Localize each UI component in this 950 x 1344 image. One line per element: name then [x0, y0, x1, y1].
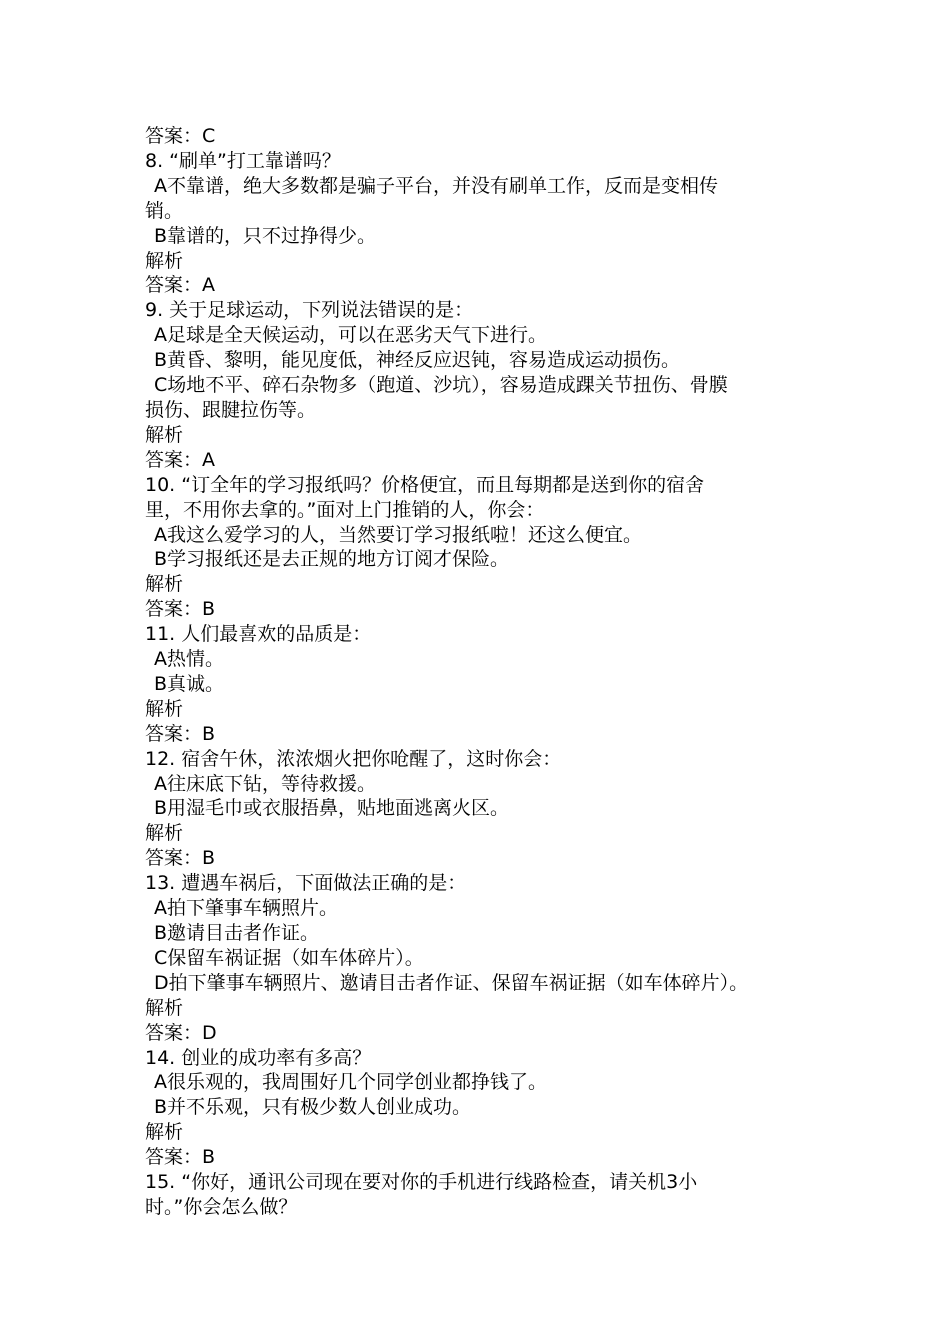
- question-line: 12. 宿舍午休，浓浓烟火把你呛醒了，这时你会：: [145, 747, 562, 770]
- answer-line: 答案：A: [145, 448, 215, 471]
- continuation-line: 销。: [145, 199, 184, 222]
- option-line: A拍下肇事车辆照片。: [154, 897, 338, 920]
- option-line: D拍下肇事车辆照片、邀请目击者作证、保留车祸证据（如车体碎片）。: [154, 971, 749, 994]
- continuation-line: 里，不用你去拿的。”面对上门推销的人，你会：: [145, 498, 545, 521]
- option-line: B学习报纸还是去正规的地方订阅才保险。: [154, 548, 510, 571]
- question-line: 13. 遭遇车祸后，下面做法正确的是：: [145, 872, 467, 895]
- analysis-label: 解析: [145, 1121, 184, 1144]
- option-line: C保留车祸证据（如车体碎片）。: [154, 946, 424, 969]
- analysis-label: 解析: [145, 573, 184, 596]
- analysis-label: 解析: [145, 697, 184, 720]
- option-line: B邀请目击者作证。: [154, 922, 320, 944]
- option-line: A热情。: [154, 648, 224, 671]
- answer-line: 答案：B: [145, 847, 216, 870]
- option-line: B并不乐观，只有极少数人创业成功。: [154, 1096, 472, 1119]
- option-line: B黄昏、黎明，能见度低，神经反应迟钝，容易造成运动损伤。: [154, 349, 681, 372]
- option-line: A我这么爱学习的人，当然要订学习报纸啦！还这么便宜。: [154, 523, 642, 546]
- question-line: 11. 人们最喜欢的品质是：: [145, 623, 372, 646]
- analysis-label: 解析: [145, 249, 184, 272]
- document-page: [145, 124, 835, 1220]
- question-line: 9. 关于足球运动，下列说法错误的是：: [145, 299, 474, 322]
- answer-line: 答案：B: [145, 598, 216, 621]
- option-line: A往床底下钻，等待救援。: [154, 772, 376, 795]
- question-line: 8. “刷单”打工靠谱吗？: [145, 149, 341, 172]
- option-line: B用湿毛巾或衣服捂鼻，贴地面逃离火区。: [154, 797, 510, 820]
- continuation-line: 损伤、跟腱拉伤等。: [145, 398, 317, 421]
- answer-line: 答案：B: [145, 1146, 216, 1169]
- option-line: C场地不平、碎石杂物多（跑道、沙坑），容易造成踝关节扭伤、骨膜: [154, 374, 728, 397]
- question-line: 10. “订全年的学习报纸吗？价格便宜，而且每期都是送到你的宿舍: [145, 473, 705, 496]
- option-line: A很乐观的，我周围好几个同学创业都挣钱了。: [154, 1071, 547, 1094]
- answer-line: 答案：A: [145, 274, 215, 297]
- answer-line: 答案：D: [145, 1021, 217, 1044]
- analysis-label: 解析: [145, 996, 184, 1019]
- analysis-label: 解析: [145, 423, 184, 446]
- option-line: A不靠谱，绝大多数都是骗子平台，并没有刷单工作，反而是变相传: [154, 174, 718, 197]
- analysis-label: 解析: [145, 822, 184, 845]
- option-line: B真诚。: [154, 672, 225, 695]
- option-line: B靠谱的，只不过挣得少。: [154, 224, 377, 247]
- question-line: 14. 创业的成功率有多高？: [145, 1046, 372, 1069]
- question-line: 15. “你好，通讯公司现在要对你的手机进行线路检查，请关机3小: [145, 1171, 698, 1194]
- continuation-line: 时。”你会怎么做？: [145, 1195, 298, 1218]
- answer-line: 答案：B: [145, 722, 216, 745]
- option-line: A足球是全天候运动，可以在恶劣天气下进行。: [154, 324, 547, 347]
- answer-line: 答案：C: [145, 125, 216, 147]
